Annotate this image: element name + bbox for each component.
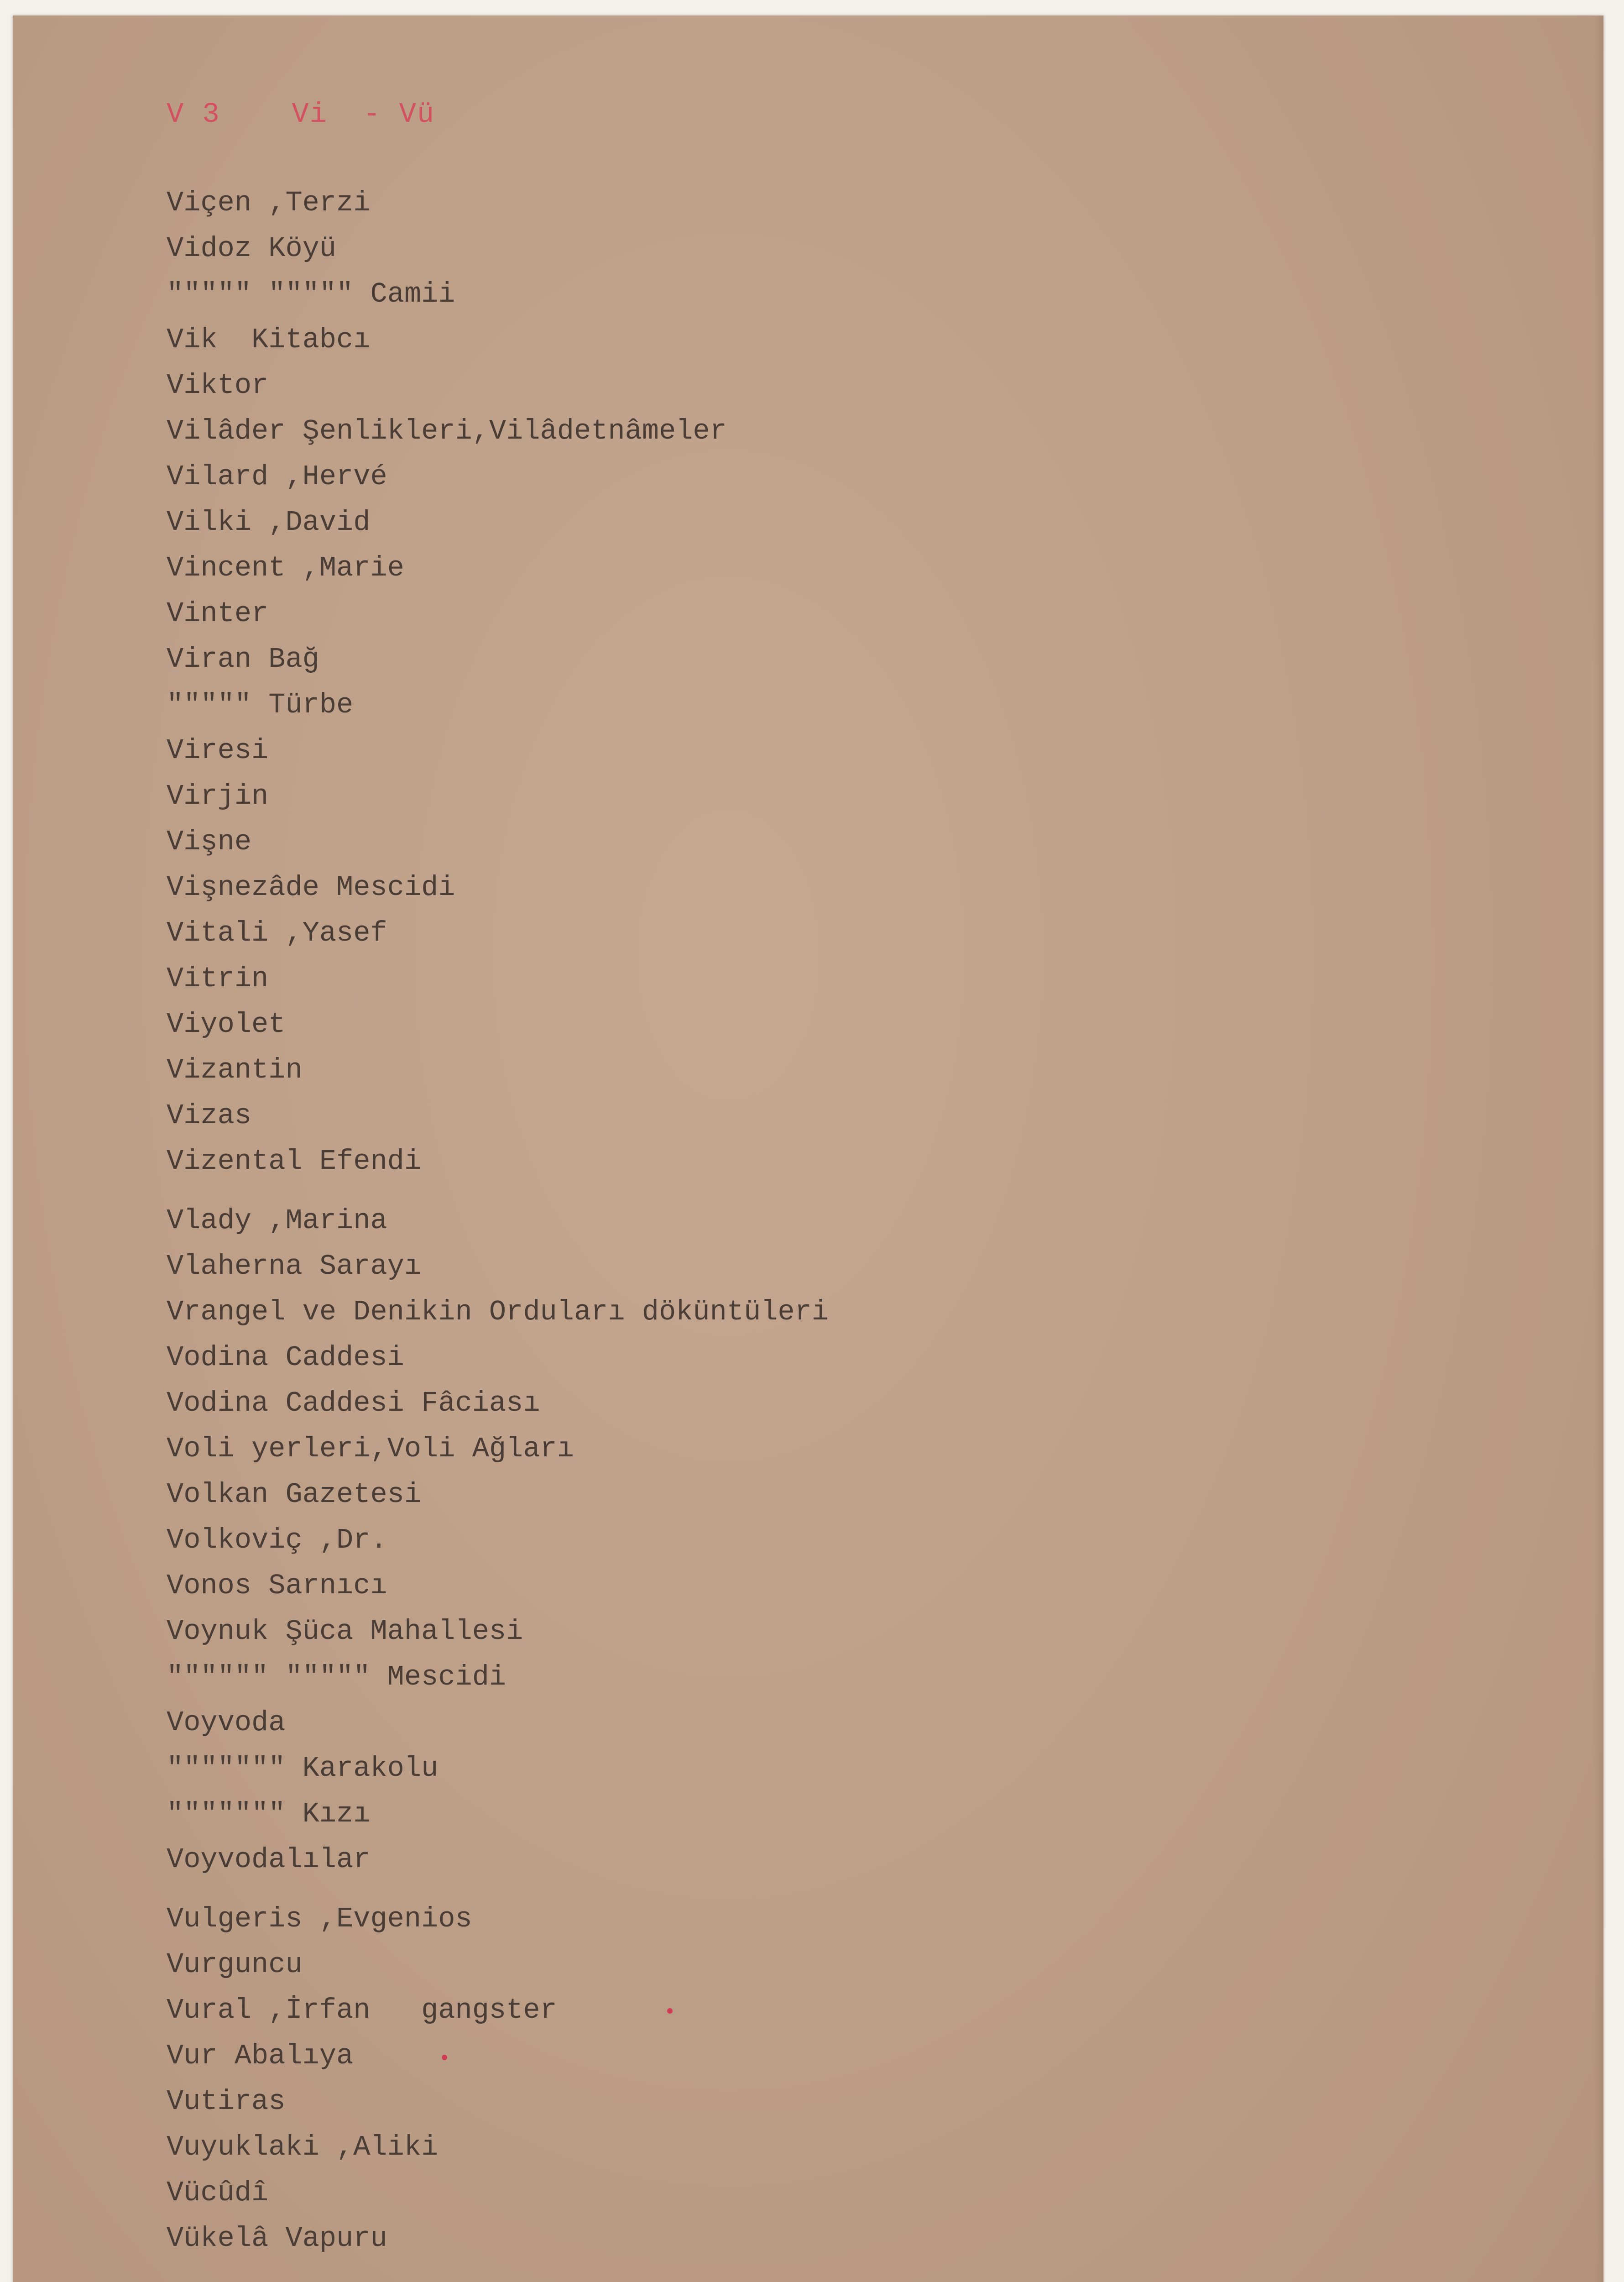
red-dot-mark	[667, 2008, 673, 2014]
list-item: Vrangel ve Denikin Orduları döküntüleri	[167, 1296, 829, 1328]
list-item: Vücûdî	[167, 2177, 269, 2209]
list-item: Viran Bağ	[167, 643, 319, 675]
list-item: Vinter	[167, 597, 269, 630]
list-item: Virjin	[167, 780, 269, 812]
list-item: """"""" Kızı	[167, 1798, 371, 1830]
list-item: Vutiras	[167, 2085, 286, 2118]
list-item: Vişnezâde Mescidi	[167, 871, 455, 904]
list-item: Vizantin	[167, 1054, 303, 1086]
list-item: """"" Türbe	[167, 689, 354, 721]
list-item: Viresi	[167, 734, 269, 767]
list-item: Vlady ,Marina	[167, 1204, 387, 1237]
list-item: Voli yerleri,Voli Ağları	[167, 1433, 574, 1465]
list-item: Vişne	[167, 826, 252, 858]
list-item: Vulgeris ,Evgenios	[167, 1903, 472, 1935]
list-item: """"""" Karakolu	[167, 1752, 439, 1785]
list-item: """"" """"" Camii	[167, 278, 455, 310]
list-item: Voyvodalılar	[167, 1843, 371, 1876]
list-item: Vodina Caddesi	[167, 1341, 404, 1374]
list-item: Vur Abalıya	[167, 2040, 354, 2072]
list-item: Vural ,İrfan gangster	[167, 1994, 557, 2026]
list-item: Vilâder Şenlikleri,Vilâdetnâmeler	[167, 415, 727, 447]
red-dot-mark	[442, 2055, 447, 2060]
list-item: Vükelâ Vapuru	[167, 2222, 387, 2255]
list-item: Voynuk Şüca Mahallesi	[167, 1615, 523, 1648]
list-item: Vincent ,Marie	[167, 552, 404, 584]
list-item: Voyvoda	[167, 1706, 286, 1739]
list-item: Vizas	[167, 1099, 252, 1132]
list-item: Viyolet	[167, 1008, 286, 1041]
list-item: Vidoz Köyü	[167, 232, 337, 265]
list-item: Viktor	[167, 369, 269, 402]
list-item: Vuyuklaki ,Aliki	[167, 2131, 439, 2163]
list-item: Vonos Sarnıcı	[167, 1570, 387, 1602]
list-item: Viçen ,Terzi	[167, 187, 371, 219]
list-item: Vitali ,Yasef	[167, 917, 387, 949]
list-item: """""" """"" Mescidi	[167, 1661, 507, 1693]
list-item: Vilki ,David	[167, 506, 371, 539]
list-item: Vurguncu	[167, 1948, 303, 1981]
list-item: Volkan Gazetesi	[167, 1478, 422, 1511]
list-item: Vitrin	[167, 963, 269, 995]
list-item: Vilard ,Hervé	[167, 461, 387, 493]
list-item: Vizental Efendi	[167, 1145, 422, 1178]
page-header-index: V 3 Vi - Vü	[167, 98, 435, 131]
list-item: Vik Kitabcı	[167, 324, 371, 356]
list-item: Vodina Caddesi Fâciası	[167, 1387, 540, 1419]
list-item: Vlaherna Sarayı	[167, 1250, 422, 1282]
list-item: Volkoviç ,Dr.	[167, 1524, 387, 1556]
